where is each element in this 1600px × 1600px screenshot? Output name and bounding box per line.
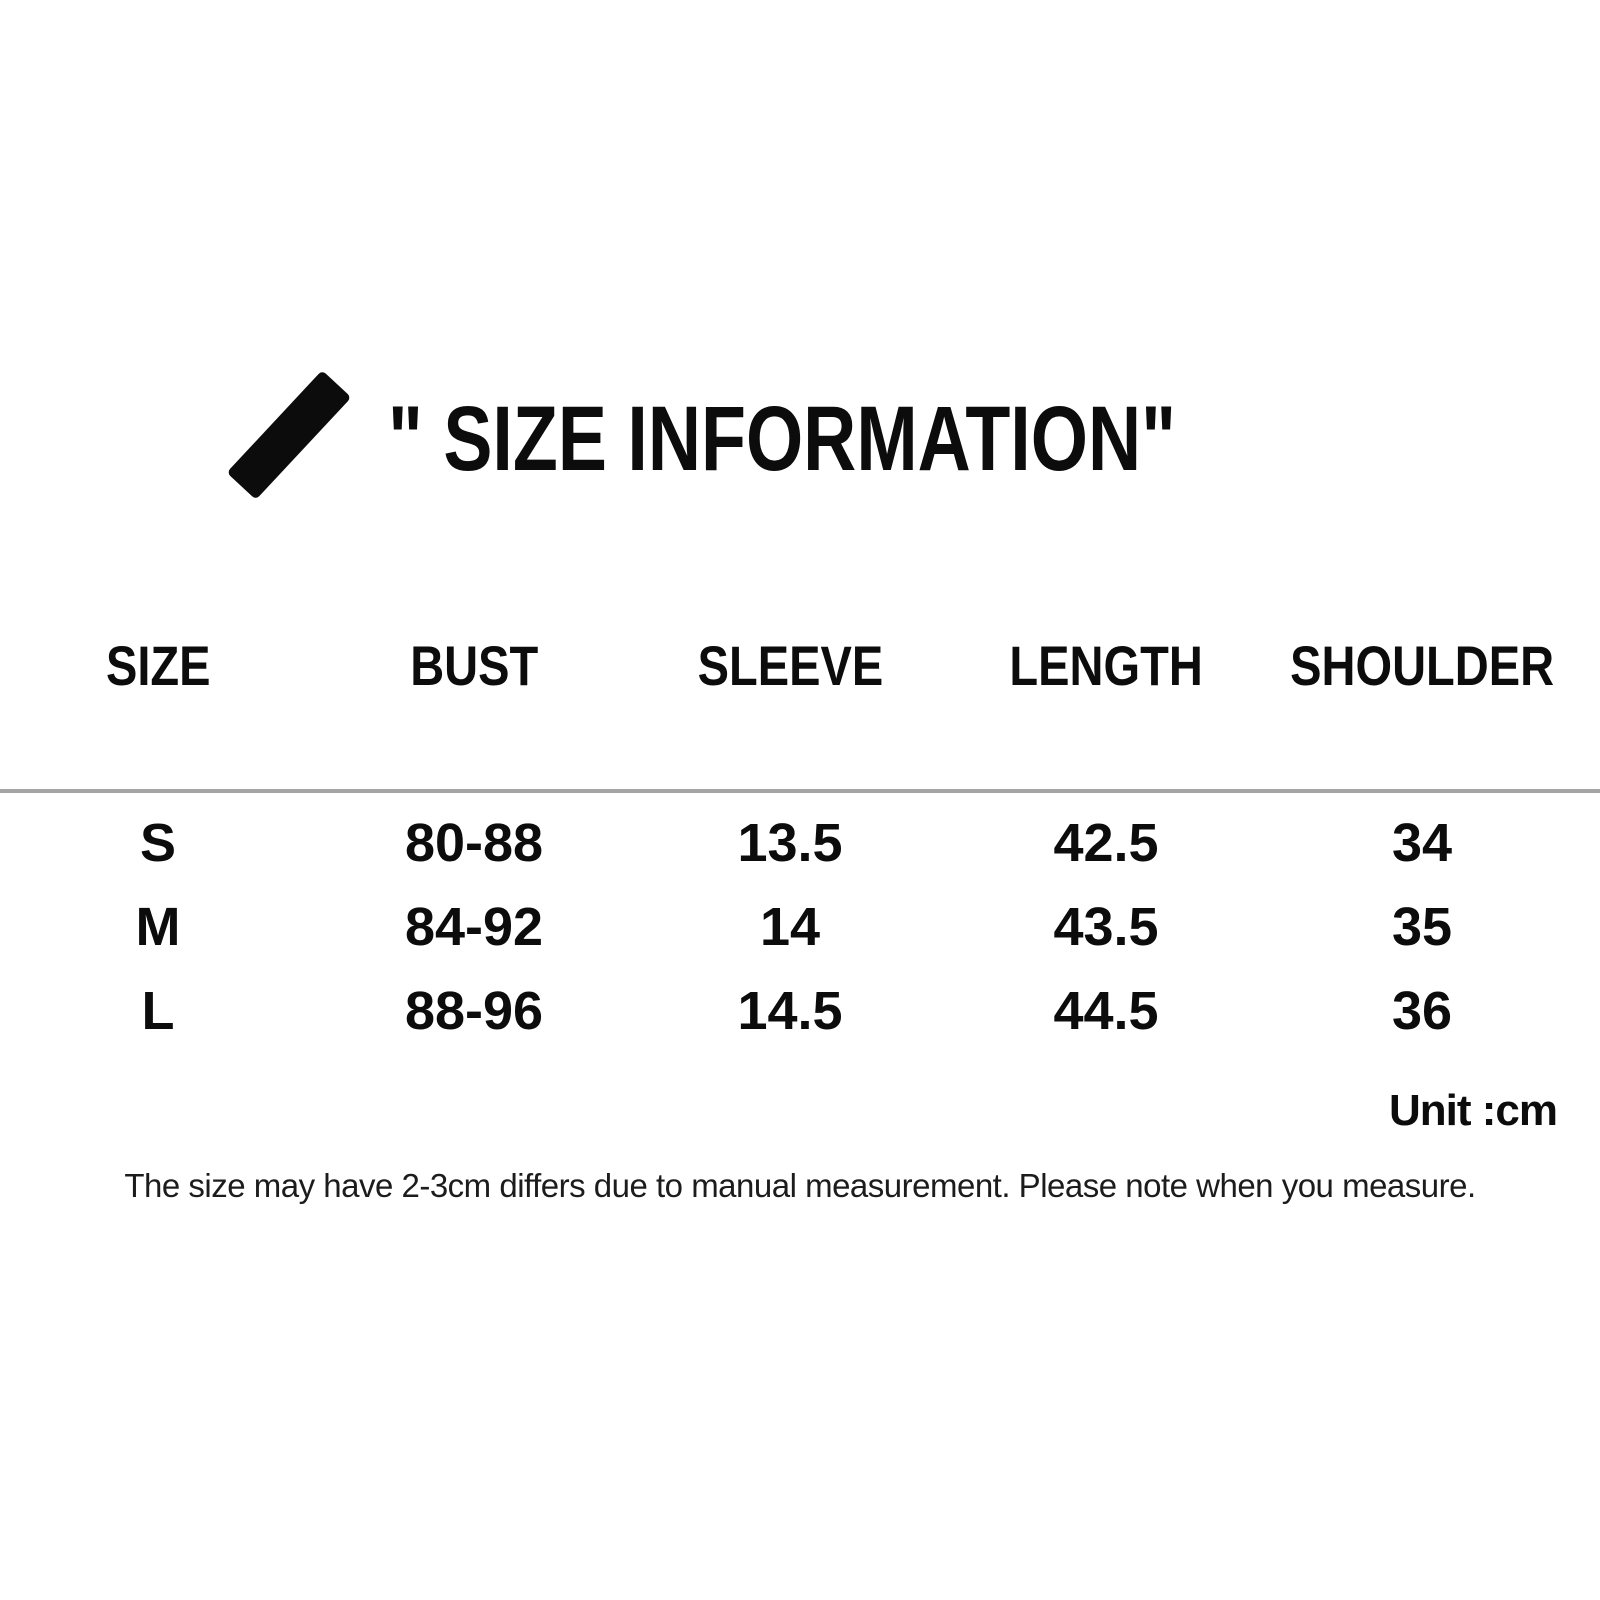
table-cell: M <box>135 897 181 957</box>
table-cell: 44.5 <box>1053 981 1159 1041</box>
table-row-m <box>0 885 1580 969</box>
table-cell: 14.5 <box>737 981 843 1041</box>
table-cell: 35 <box>1391 897 1453 957</box>
column-header-bust: BUST <box>409 634 539 697</box>
table-divider <box>0 789 1600 793</box>
unit-label: Unit :cm <box>1389 1086 1557 1135</box>
size-table <box>0 633 1600 1053</box>
table-cell: 43.5 <box>1053 897 1159 957</box>
table-cell: 84-92 <box>404 897 544 957</box>
table-cell: L <box>141 981 175 1041</box>
table-cell: 13.5 <box>737 813 843 873</box>
slash-icon <box>227 370 352 500</box>
table-body <box>0 801 1580 1053</box>
column-header-length: LENGTH <box>1009 634 1203 697</box>
table-row-l <box>0 969 1580 1053</box>
column-header-size: SIZE <box>105 634 211 697</box>
table-cell: 14 <box>759 897 821 957</box>
table-cell: 36 <box>1391 981 1453 1041</box>
table-cell: 34 <box>1391 813 1453 873</box>
table-cell: 42.5 <box>1053 813 1159 873</box>
table-cell: S <box>139 813 177 873</box>
column-header-sleeve: SLEEVE <box>697 634 883 697</box>
column-header-shoulder: SHOULDER <box>1290 634 1554 697</box>
table-row-s <box>0 801 1580 885</box>
table-header-row <box>0 633 1580 697</box>
page-title: " SIZE INFORMATION" <box>388 388 1177 490</box>
table-cell: 88-96 <box>404 981 544 1041</box>
footer-note: The size may have 2-3cm differs due to manual measurement. Please note when you measure. <box>124 1167 1476 1204</box>
table-cell: 80-88 <box>404 813 544 873</box>
